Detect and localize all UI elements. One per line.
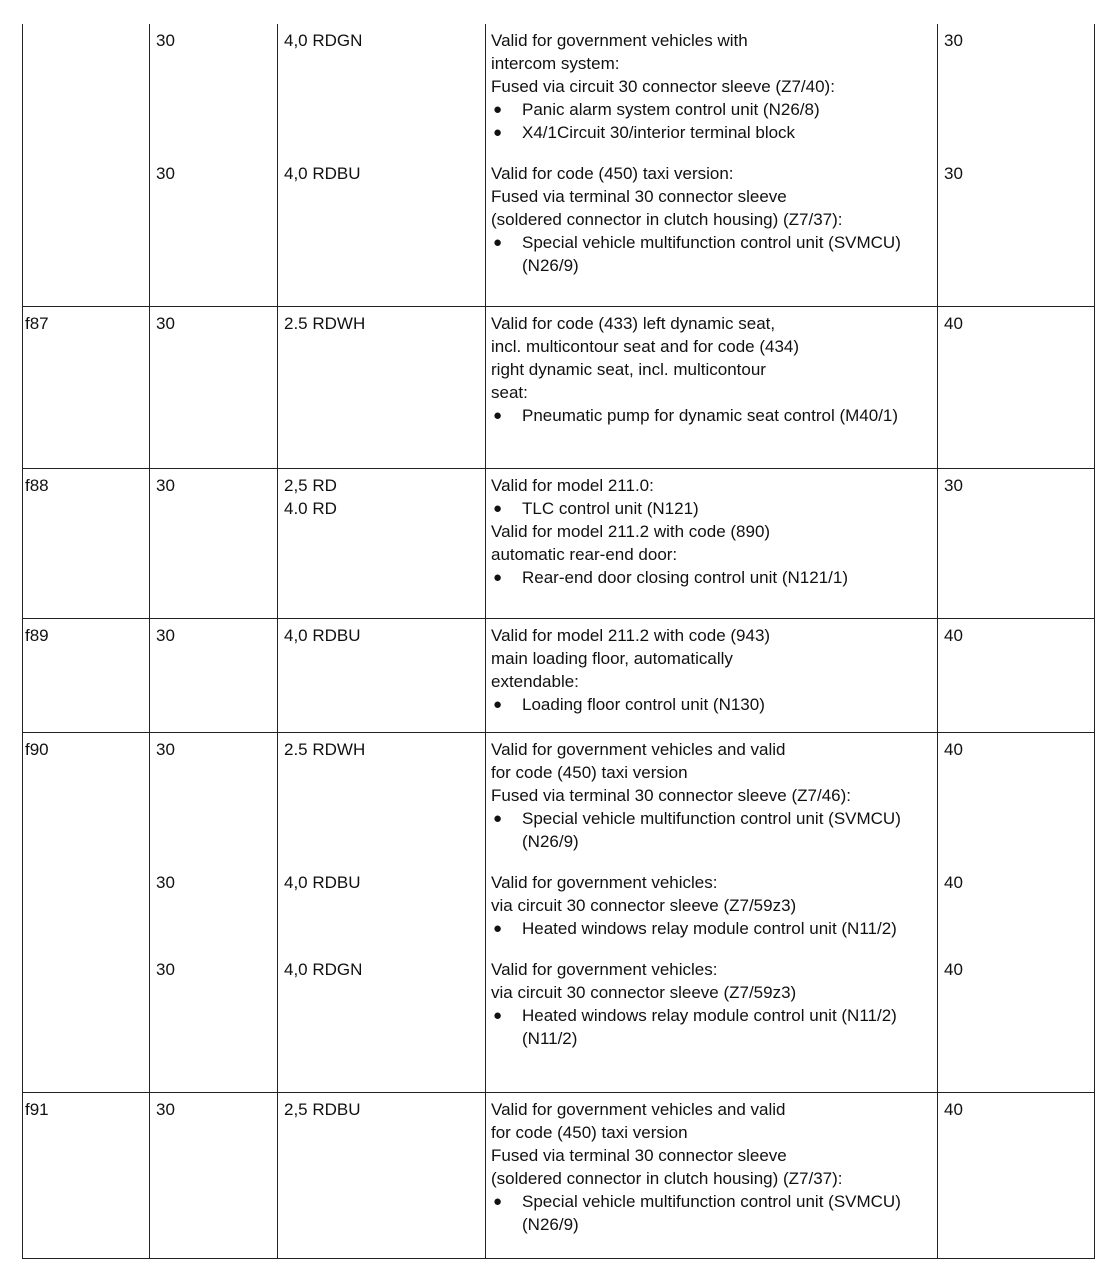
description-line: automatic rear-end door: [491,544,678,564]
description-block [491,474,931,589]
bullet-item [491,497,931,520]
wire-spec: 4.0 RD [284,498,337,518]
description-line: Fused via terminal 30 connector sleeve [491,187,787,206]
amperage-value: 40 [944,739,963,759]
fuse-cell [23,24,150,306]
fuse-cell [23,468,150,618]
wire-block [284,312,485,427]
bullet-item [491,1004,931,1050]
wire-block [284,474,485,589]
bullet-text: Heated windows relay module control unit (N11/2) [522,918,897,938]
description-block [491,29,931,144]
bullet-icon: ● [493,234,503,251]
bullet-icon: ● [493,1006,503,1024]
wire-spec: 2,5 RDBU [284,1099,361,1119]
bullet-text: Special vehicle multifunction control unit (SVMCU) (N26/9) [522,808,901,851]
fuse-label: f90 [25,739,49,759]
description-line: right dynamic seat, incl. multicontour [491,359,766,379]
bullet-item [491,807,931,853]
fuse-cell [23,306,150,468]
description-line: Valid for model 211.0: [491,475,654,495]
description-line: extendable: [491,671,579,691]
table-row [23,618,1095,732]
wire-cell [278,24,486,306]
amperage-cell [938,618,1095,732]
terminal-value: 30 [156,625,175,645]
amperage-cell [938,1092,1095,1258]
description-line: Valid for government vehicles with [491,31,748,50]
bullet-icon: ● [493,568,503,586]
fuse-label: f87 [25,313,49,333]
description-line: via circuit 30 connector sleeve (Z7/59z3) [491,982,797,1002]
amperage-cell [938,306,1095,468]
description-cell [486,468,938,618]
description-cell [486,306,938,468]
bullet-icon: ● [493,101,503,118]
wire-block [284,1098,485,1236]
wire-spec: 2.5 RDWH [284,739,366,759]
bullet-item [491,121,931,144]
wire-spec: 4,0 RDGN [284,959,363,979]
wire-spec: 4,0 RDGN [284,31,363,50]
description-block [491,958,931,1050]
description-line: (soldered connector in clutch housing) (Z7/37): [491,210,843,229]
amperage-value: 40 [944,959,963,979]
bullet-icon: ● [493,695,503,713]
bullet-item [491,917,931,940]
amperage-cell [938,732,1095,1092]
fuse-cell [23,1092,150,1258]
bullet-icon: ● [493,406,503,424]
bullet-icon: ● [493,919,503,937]
terminal-value: 30 [156,313,175,333]
bullet-icon: ● [493,1192,503,1210]
terminal-cell [150,468,278,618]
description-line: via circuit 30 connector sleeve (Z7/59z3) [491,895,797,915]
wire-spec: 4,0 RDBU [284,872,361,892]
fuse-label: f91 [25,1099,49,1119]
wire-block [284,29,485,144]
bullet-icon: ● [493,809,503,827]
terminal-value: 30 [156,475,175,495]
wire-spec: 4,0 RDBU [284,164,361,183]
bullet-item [491,98,931,121]
wire-spec: 2,5 RD [284,475,337,495]
description-cell [486,732,938,1092]
wire-cell [278,618,486,732]
fuse-label: f88 [25,475,49,495]
table-row [23,732,1095,1092]
bullet-icon: ● [493,499,503,517]
bullet-item [491,1190,931,1236]
bullet-text: Pneumatic pump for dynamic seat control (M40/1) [522,405,899,425]
terminal-cell [150,1092,278,1258]
fuse-cell [23,732,150,1092]
description-line: Valid for government vehicles and valid [491,1099,786,1119]
wire-cell [278,732,486,1092]
description-line: seat: [491,382,528,402]
fuse-table-body [23,24,1095,1258]
amperage-cell [938,24,1095,306]
description-block [491,871,931,940]
bullet-icon: ● [493,124,503,141]
wire-spec: 2.5 RDWH [284,313,366,333]
wire-cell [278,306,486,468]
bullet-item [491,566,931,589]
bullet-text: Rear-end door closing control unit (N121/1) [522,567,849,587]
description-line: Valid for government vehicles and valid [491,739,786,759]
amperage-value: 40 [944,1099,963,1119]
description-block [491,312,931,427]
wire-spec: 4,0 RDBU [284,625,361,645]
fuse-cell [23,618,150,732]
wire-block [284,624,485,716]
bullet-item [491,404,931,427]
description-line: Fused via terminal 30 connector sleeve [491,1145,787,1165]
terminal-value: 30 [156,1099,175,1119]
description-line: main loading floor, automatically [491,648,733,668]
bullet-text: Heated windows relay module control unit (N11/2) (N11/2) [522,1005,897,1048]
fuse-label: f89 [25,625,49,645]
bullet-text: TLC control unit (N121) [522,498,699,518]
description-line: for code (450) taxi version [491,1122,688,1142]
amperage-value: 40 [944,625,963,645]
amperage-value: 30 [944,31,963,50]
terminal-cell [150,618,278,732]
description-line: Valid for code (433) left dynamic seat, [491,313,776,333]
description-line: incl. multicontour seat and for code (434) [491,336,800,356]
bullet-text: Special vehicle multifunction control unit (SVMCU) (N26/9) [522,1191,901,1234]
terminal-value: 30 [156,31,175,50]
description-cell [486,1092,938,1258]
wire-block [284,958,485,1050]
description-block [491,738,931,853]
description-line: Valid for model 211.2 with code (890) [491,521,771,541]
bullet-text: Panic alarm system control unit (N26/8) [522,100,820,119]
description-line: Valid for government vehicles: [491,872,718,892]
terminal-cell [150,306,278,468]
wire-block [284,162,485,277]
amperage-value: 40 [944,313,963,333]
amperage-value: 30 [944,164,963,183]
terminal-value: 30 [156,164,175,183]
wire-cell [278,468,486,618]
description-line: (soldered connector in clutch housing) (Z7/37): [491,1168,843,1188]
description-cell [486,24,938,306]
description-line: Valid for government vehicles: [491,959,718,979]
bullet-text: Loading floor control unit (N130) [522,694,765,714]
wire-cell [278,1092,486,1258]
description-block [491,624,931,716]
table-row [23,306,1095,468]
amperage-value: 30 [944,475,963,495]
description-block [491,1098,931,1236]
wire-block [284,871,485,940]
description-line: Valid for model 211.2 with code (943) [491,625,771,645]
description-line: Valid for code (450) taxi version: [491,164,734,183]
terminal-cell [150,24,278,306]
amperage-cell [938,468,1095,618]
table-row [23,468,1095,618]
bullet-text: Special vehicle multifunction control unit (SVMCU) (N26/9) [522,233,901,275]
bullet-item [491,231,931,277]
wire-block [284,738,485,853]
fuse-table [22,24,1095,1259]
table-row [23,24,1095,306]
terminal-value: 30 [156,739,175,759]
description-cell [486,618,938,732]
terminal-value: 30 [156,872,175,892]
description-line: Fused via circuit 30 connector sleeve (Z7/40): [491,77,835,96]
description-line: for code (450) taxi version [491,762,688,782]
terminal-cell [150,732,278,1092]
description-line: intercom system: [491,54,620,73]
description-line: Fused via terminal 30 connector sleeve (Z7/46): [491,785,852,805]
terminal-value: 30 [156,959,175,979]
description-block [491,162,931,277]
bullet-item [491,693,931,716]
amperage-value: 40 [944,872,963,892]
bullet-text: X4/1Circuit 30/interior terminal block [522,123,796,142]
table-row [23,1092,1095,1258]
